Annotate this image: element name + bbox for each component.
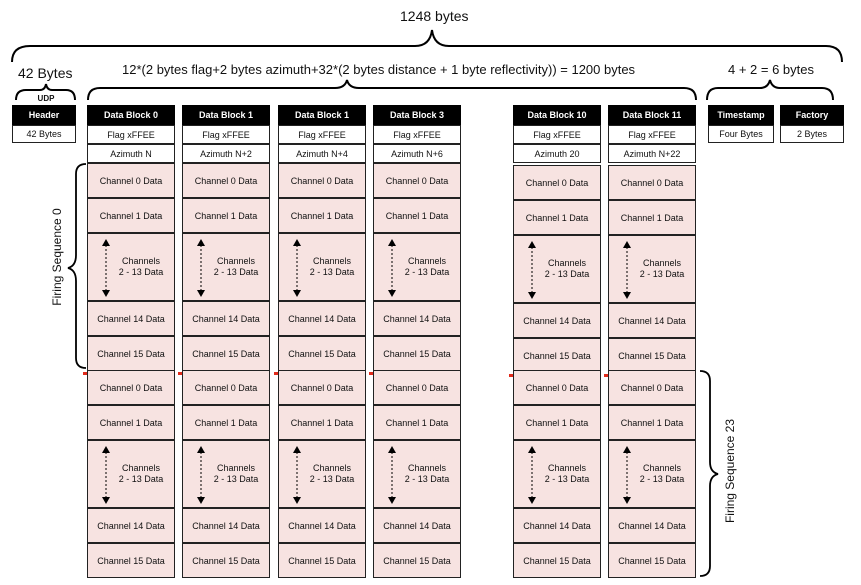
channel-cell-ch1: Channel 1 Data (513, 200, 601, 235)
channels-range-label (396, 463, 458, 485)
block-title: Data Block 1 (182, 105, 270, 125)
block-title: Data Block 10 (513, 105, 601, 125)
block-azimuth: Azimuth 20 (513, 144, 601, 163)
channel-cell-ch0: Channel 0 Data (182, 163, 270, 198)
channels-2-13-cell (513, 440, 601, 508)
channel-cell-ch15: Channel 15 Data (513, 338, 601, 373)
channels-line: Channels (121, 256, 161, 266)
block-flag: Flag xFFEE (87, 125, 175, 144)
firing-seq-23-brace (700, 371, 718, 576)
channel-cell-ch0: Channel 0 Data (182, 370, 270, 405)
channels-range-label (536, 258, 598, 280)
channel-cell-ch15: Channel 15 Data (87, 543, 175, 578)
channel-cell-ch1: Channel 1 Data (513, 405, 601, 440)
channel-cell-ch0: Channel 0 Data (513, 165, 601, 200)
total-brace (12, 30, 842, 62)
data-formula-label: 12*(2 bytes flag+2 bytes azimuth+32*(2 bytes distance + 1 byte reflectivity)) = 1200 bytes (122, 62, 636, 77)
channel-cell-ch14: Channel 14 Data (513, 508, 601, 543)
channels-range-line: 2 - 13 Data (309, 474, 355, 484)
channels-range-label (110, 256, 172, 278)
channels-2-13-cell (278, 233, 366, 301)
channel-cell-ch14: Channel 14 Data (608, 508, 696, 543)
channels-line: Channels (121, 463, 161, 473)
channels-line: Channels (216, 256, 256, 266)
channels-range-line: 2 - 13 Data (544, 474, 590, 484)
timestamp-value: Four Bytes (708, 125, 774, 143)
channel-cell-ch0: Channel 0 Data (278, 163, 366, 198)
timestamp-title: Timestamp (708, 105, 774, 125)
block-title: Data Block 1 (278, 105, 366, 125)
block-azimuth: Azimuth N+6 (373, 144, 461, 163)
channel-cell-ch1: Channel 1 Data (608, 405, 696, 440)
firing-sequence-0-label: Firing Sequence 0 (50, 208, 64, 306)
channel-cell-ch14: Channel 14 Data (87, 508, 175, 543)
block-flag: Flag xFFEE (608, 125, 696, 144)
channels-line: Channels (407, 256, 447, 266)
channel-cell-ch15: Channel 15 Data (182, 336, 270, 371)
block-flag: Flag xFFEE (373, 125, 461, 144)
channels-range-line: 2 - 13 Data (213, 267, 259, 277)
channels-range-label (631, 463, 693, 485)
channels-line: Channels (407, 463, 447, 473)
channels-range-label (301, 256, 363, 278)
channel-cell-ch1: Channel 1 Data (608, 200, 696, 235)
channel-cell-ch0: Channel 0 Data (373, 163, 461, 198)
channels-range-line: 2 - 13 Data (309, 267, 355, 277)
channels-2-13-cell (608, 440, 696, 508)
channel-cell-ch1: Channel 1 Data (87, 405, 175, 440)
channels-range-label (205, 463, 267, 485)
channels-2-13-cell (513, 235, 601, 303)
channel-cell-ch0: Channel 0 Data (87, 370, 175, 405)
channels-range-label (536, 463, 598, 485)
channel-cell-ch1: Channel 1 Data (278, 198, 366, 233)
channels-range-line: 2 - 13 Data (639, 269, 685, 279)
channel-cell-ch14: Channel 14 Data (373, 301, 461, 336)
channel-cell-ch14: Channel 14 Data (513, 303, 601, 338)
block-azimuth: Azimuth N+22 (608, 144, 696, 163)
channel-cell-ch15: Channel 15 Data (182, 543, 270, 578)
channels-range-line: 2 - 13 Data (213, 474, 259, 484)
block-azimuth: Azimuth N+2 (182, 144, 270, 163)
channel-cell-ch1: Channel 1 Data (182, 405, 270, 440)
channel-cell-ch14: Channel 14 Data (278, 301, 366, 336)
channels-range-label (301, 463, 363, 485)
channels-range-label (396, 256, 458, 278)
channels-line: Channels (547, 463, 587, 473)
channel-cell-ch0: Channel 0 Data (608, 165, 696, 200)
channel-cell-ch14: Channel 14 Data (608, 303, 696, 338)
channel-cell-ch1: Channel 1 Data (373, 198, 461, 233)
firing-sequence-23-label: Firing Sequence 23 (723, 418, 737, 524)
channels-range-label (205, 256, 267, 278)
block-title: Data Block 3 (373, 105, 461, 125)
header-value: 42 Bytes (12, 125, 76, 143)
channels-line: Channels (312, 256, 352, 266)
header-title: Header (12, 105, 76, 125)
channels-range-line: 2 - 13 Data (544, 269, 590, 279)
channels-range-line: 2 - 13 Data (118, 267, 164, 277)
factory-value: 2 Bytes (780, 125, 844, 143)
channel-cell-ch1: Channel 1 Data (278, 405, 366, 440)
block-flag: Flag xFFEE (278, 125, 366, 144)
channels-range-line: 2 - 13 Data (404, 267, 450, 277)
channel-cell-ch0: Channel 0 Data (608, 370, 696, 405)
channel-cell-ch15: Channel 15 Data (513, 543, 601, 578)
channels-2-13-cell (278, 440, 366, 508)
channels-range-label (631, 258, 693, 280)
channel-cell-ch1: Channel 1 Data (373, 405, 461, 440)
channel-cell-ch14: Channel 14 Data (278, 508, 366, 543)
header-size-label: 42 Bytes (18, 65, 73, 81)
channels-2-13-cell (182, 440, 270, 508)
data-blocks-brace (88, 80, 696, 100)
block-azimuth: Azimuth N+4 (278, 144, 366, 163)
channels-line: Channels (642, 463, 682, 473)
channels-2-13-cell (373, 440, 461, 508)
udp-label: UDP (37, 94, 55, 103)
channel-cell-ch15: Channel 15 Data (608, 543, 696, 578)
channels-line: Channels (312, 463, 352, 473)
channel-cell-ch0: Channel 0 Data (513, 370, 601, 405)
channels-line: Channels (547, 258, 587, 268)
channels-range-line: 2 - 13 Data (404, 474, 450, 484)
channel-cell-ch0: Channel 0 Data (87, 163, 175, 198)
channels-2-13-cell (182, 233, 270, 301)
channel-cell-ch15: Channel 15 Data (608, 338, 696, 373)
block-flag: Flag xFFEE (182, 125, 270, 144)
firing-seq-0-brace (68, 164, 86, 368)
block-flag: Flag xFFEE (513, 125, 601, 144)
channel-cell-ch14: Channel 14 Data (182, 301, 270, 336)
channels-range-line: 2 - 13 Data (118, 474, 164, 484)
channels-2-13-cell (87, 233, 175, 301)
block-azimuth: Azimuth N (87, 144, 175, 163)
block-title: Data Block 11 (608, 105, 696, 125)
total-bytes-label: 1248 bytes (400, 8, 469, 24)
channels-2-13-cell (608, 235, 696, 303)
channel-cell-ch0: Channel 0 Data (278, 370, 366, 405)
channel-cell-ch14: Channel 14 Data (87, 301, 175, 336)
tail-brace (707, 80, 833, 100)
channel-cell-ch15: Channel 15 Data (87, 336, 175, 371)
channels-line: Channels (642, 258, 682, 268)
channel-cell-ch15: Channel 15 Data (373, 543, 461, 578)
tail-formula-label: 4 + 2 = 6 bytes (728, 62, 815, 77)
factory-title: Factory (780, 105, 844, 125)
channel-cell-ch14: Channel 14 Data (182, 508, 270, 543)
channel-cell-ch0: Channel 0 Data (373, 370, 461, 405)
channel-cell-ch1: Channel 1 Data (182, 198, 270, 233)
channel-cell-ch15: Channel 15 Data (278, 543, 366, 578)
block-title: Data Block 0 (87, 105, 175, 125)
channel-cell-ch14: Channel 14 Data (373, 508, 461, 543)
channel-cell-ch1: Channel 1 Data (87, 198, 175, 233)
channels-range-label (110, 463, 172, 485)
channels-line: Channels (216, 463, 256, 473)
channels-range-line: 2 - 13 Data (639, 474, 685, 484)
channel-cell-ch15: Channel 15 Data (278, 336, 366, 371)
channel-cell-ch15: Channel 15 Data (373, 336, 461, 371)
channels-2-13-cell (87, 440, 175, 508)
channels-2-13-cell (373, 233, 461, 301)
